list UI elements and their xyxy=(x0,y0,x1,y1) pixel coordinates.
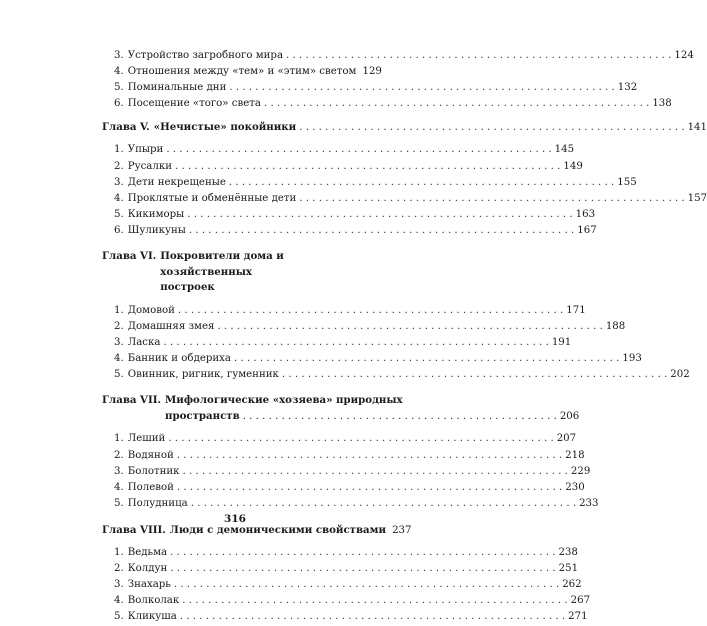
dot-leader xyxy=(299,191,684,207)
entry-title: Дети некрещеные xyxy=(127,176,226,188)
toc-entry xyxy=(102,351,642,367)
entry-page: 202 xyxy=(670,369,690,381)
chapter-heading xyxy=(102,119,707,135)
entry-page: 262 xyxy=(562,579,582,591)
chapter-label: Глава VI. xyxy=(102,250,157,263)
entry-page: 251 xyxy=(558,563,579,575)
toc-entry xyxy=(102,545,578,561)
entry-number: 2. xyxy=(114,160,124,172)
entry-page: 124 xyxy=(674,50,694,61)
toc-entry xyxy=(102,223,597,239)
entry-title: Поминальные дни xyxy=(127,82,227,94)
toc-entry xyxy=(102,593,591,609)
toc-entry xyxy=(102,609,588,625)
dot-leader xyxy=(229,80,614,96)
entry-number: 4. xyxy=(114,66,124,78)
dot-leader xyxy=(229,175,614,191)
toc-entry xyxy=(102,48,694,64)
entry-number: 5. xyxy=(114,208,124,220)
toc-entry xyxy=(102,175,637,191)
toc-entry xyxy=(102,335,572,351)
chapter-title-line2: построек xyxy=(160,281,215,294)
entry-title: Ласка xyxy=(127,337,161,348)
entry-title: Проклятые и обменённые дети xyxy=(127,192,297,204)
entry-number: 1. xyxy=(114,304,124,316)
entry-number: 1. xyxy=(114,547,124,559)
entry-page: 157 xyxy=(687,192,707,204)
chapter-label: Глава VII. xyxy=(102,394,162,407)
entry-number: 4. xyxy=(114,481,124,493)
entry-page: 233 xyxy=(579,497,599,509)
entry-title: Устройство загробного мира xyxy=(127,50,284,61)
entry-title: Кикиморы xyxy=(127,208,185,220)
entry-number: 5. xyxy=(114,82,124,94)
entry-title: Русалки xyxy=(127,160,172,172)
chapter-title: Люди с демоническими свойствами xyxy=(169,523,387,536)
entry-title: Шуликуны xyxy=(127,224,186,236)
entry-title: Ведьма xyxy=(127,547,168,559)
entry-number: 2. xyxy=(114,449,124,461)
entry-title: Домовой xyxy=(127,304,175,316)
dot-leader xyxy=(282,367,667,383)
toc-entry xyxy=(102,96,672,112)
toc-entry xyxy=(102,431,577,447)
toc-entry xyxy=(102,191,707,207)
dot-leader xyxy=(234,351,619,367)
entry-number: 4. xyxy=(114,192,124,204)
entry-page: 167 xyxy=(577,224,597,236)
dot-leader xyxy=(177,448,562,464)
entry-title: Болотник xyxy=(127,465,180,477)
entry-number: 1. xyxy=(114,433,124,445)
dot-leader xyxy=(243,409,557,425)
entry-number: 2. xyxy=(114,320,124,332)
entry-page: 138 xyxy=(652,98,672,110)
entry-number: 3. xyxy=(114,337,124,348)
entry-page: 230 xyxy=(565,481,585,493)
dot-leader xyxy=(166,142,551,158)
chapter-heading xyxy=(102,249,366,296)
toc-entry xyxy=(102,496,599,512)
dot-leader xyxy=(286,48,671,64)
entry-page: 149 xyxy=(563,160,583,172)
entry-title: Посещение «того» света xyxy=(127,98,261,110)
chapter-page: 141 xyxy=(687,122,707,134)
chapter-heading xyxy=(102,393,580,424)
entry-title: Полудница xyxy=(127,497,188,509)
dot-leader xyxy=(168,431,553,447)
entry-page: 155 xyxy=(617,176,637,188)
entry-number: 5. xyxy=(114,497,124,509)
toc-entry xyxy=(102,142,575,158)
entry-number: 4. xyxy=(114,353,124,365)
entry-title: Кликуша xyxy=(127,611,177,623)
dot-leader xyxy=(187,207,572,223)
dot-leader xyxy=(299,120,684,136)
entry-number: 5. xyxy=(114,611,124,623)
toc-entry xyxy=(102,159,583,175)
dot-leader xyxy=(189,223,574,239)
dot-leader xyxy=(170,561,555,577)
toc-entry xyxy=(102,367,690,383)
entry-title: Леший xyxy=(127,433,166,445)
entry-page: 132 xyxy=(617,82,638,94)
entry-title: Овинник, ригник, гуменник xyxy=(127,369,279,381)
entry-page: 188 xyxy=(605,320,626,332)
entry-page: 129 xyxy=(362,66,382,78)
entry-page: 229 xyxy=(570,465,591,477)
chapter-title-line1: Покровители дома и хозяйственных xyxy=(160,250,284,278)
dot-leader xyxy=(170,545,555,561)
entry-page: 238 xyxy=(558,547,578,559)
dot-leader xyxy=(174,577,559,593)
dot-leader xyxy=(183,464,568,480)
entry-title: Банник и обдериха xyxy=(127,353,231,365)
entry-number: 2. xyxy=(114,563,124,575)
dot-leader xyxy=(163,335,548,351)
chapter-title-line1: Мифологические «хозяева» природных xyxy=(165,394,403,407)
chapter-title-line2: пространств xyxy=(165,409,240,422)
table-of-contents xyxy=(102,48,707,626)
entry-title: Отношения между «тем» и «этим» светом xyxy=(127,66,357,78)
chapter-title: «Нечистые» покойники xyxy=(153,121,297,134)
entry-page: 271 xyxy=(568,611,588,623)
dot-leader xyxy=(182,593,567,609)
toc-entry xyxy=(102,464,591,480)
toc-entry xyxy=(102,448,585,464)
entry-number: 6. xyxy=(114,224,124,236)
entry-title: Полевой xyxy=(127,481,174,493)
dot-leader xyxy=(217,319,602,335)
dot-leader xyxy=(264,96,649,112)
entry-title: Домашняя змея xyxy=(127,320,215,332)
chapter-page: 206 xyxy=(559,410,580,422)
entry-page: 267 xyxy=(570,595,591,607)
entry-page: 193 xyxy=(622,353,642,365)
chapter-label: Глава VIII. xyxy=(102,523,166,536)
entry-title: Водяной xyxy=(127,449,174,461)
entry-number: 3. xyxy=(114,50,124,61)
toc-entry xyxy=(102,303,586,319)
dot-leader xyxy=(175,159,560,175)
entry-number: 3. xyxy=(114,176,124,188)
entry-number: 1. xyxy=(114,144,124,156)
dot-leader xyxy=(177,480,562,496)
toc-entry xyxy=(102,319,626,335)
toc-entry xyxy=(102,577,582,593)
entry-number: 5. xyxy=(114,369,124,381)
entry-title: Волколак xyxy=(127,595,180,607)
entry-page: 207 xyxy=(556,433,577,445)
entry-page: 191 xyxy=(551,337,572,348)
toc-entry xyxy=(102,561,579,577)
entry-page: 145 xyxy=(554,144,575,156)
page-number: 316 xyxy=(224,513,246,525)
entry-title: Колдун xyxy=(127,563,168,575)
toc-entry xyxy=(102,480,585,496)
entry-number: 4. xyxy=(114,595,124,607)
chapter-page: 237 xyxy=(392,524,412,536)
toc-entry xyxy=(102,64,382,80)
entry-number: 3. xyxy=(114,465,124,477)
entry-page: 171 xyxy=(566,304,586,316)
entry-number: 3. xyxy=(114,579,124,591)
entry-page: 218 xyxy=(565,449,585,461)
toc-entry xyxy=(102,80,638,96)
entry-title: Упыри xyxy=(127,144,164,156)
entry-page: 163 xyxy=(575,208,596,220)
dot-leader xyxy=(180,609,565,625)
dot-leader xyxy=(178,303,563,319)
entry-number: 6. xyxy=(114,98,124,110)
dot-leader xyxy=(191,496,576,512)
entry-title: Знахарь xyxy=(127,579,171,591)
chapter-label: Глава V. xyxy=(102,121,150,134)
toc-entry xyxy=(102,207,596,223)
